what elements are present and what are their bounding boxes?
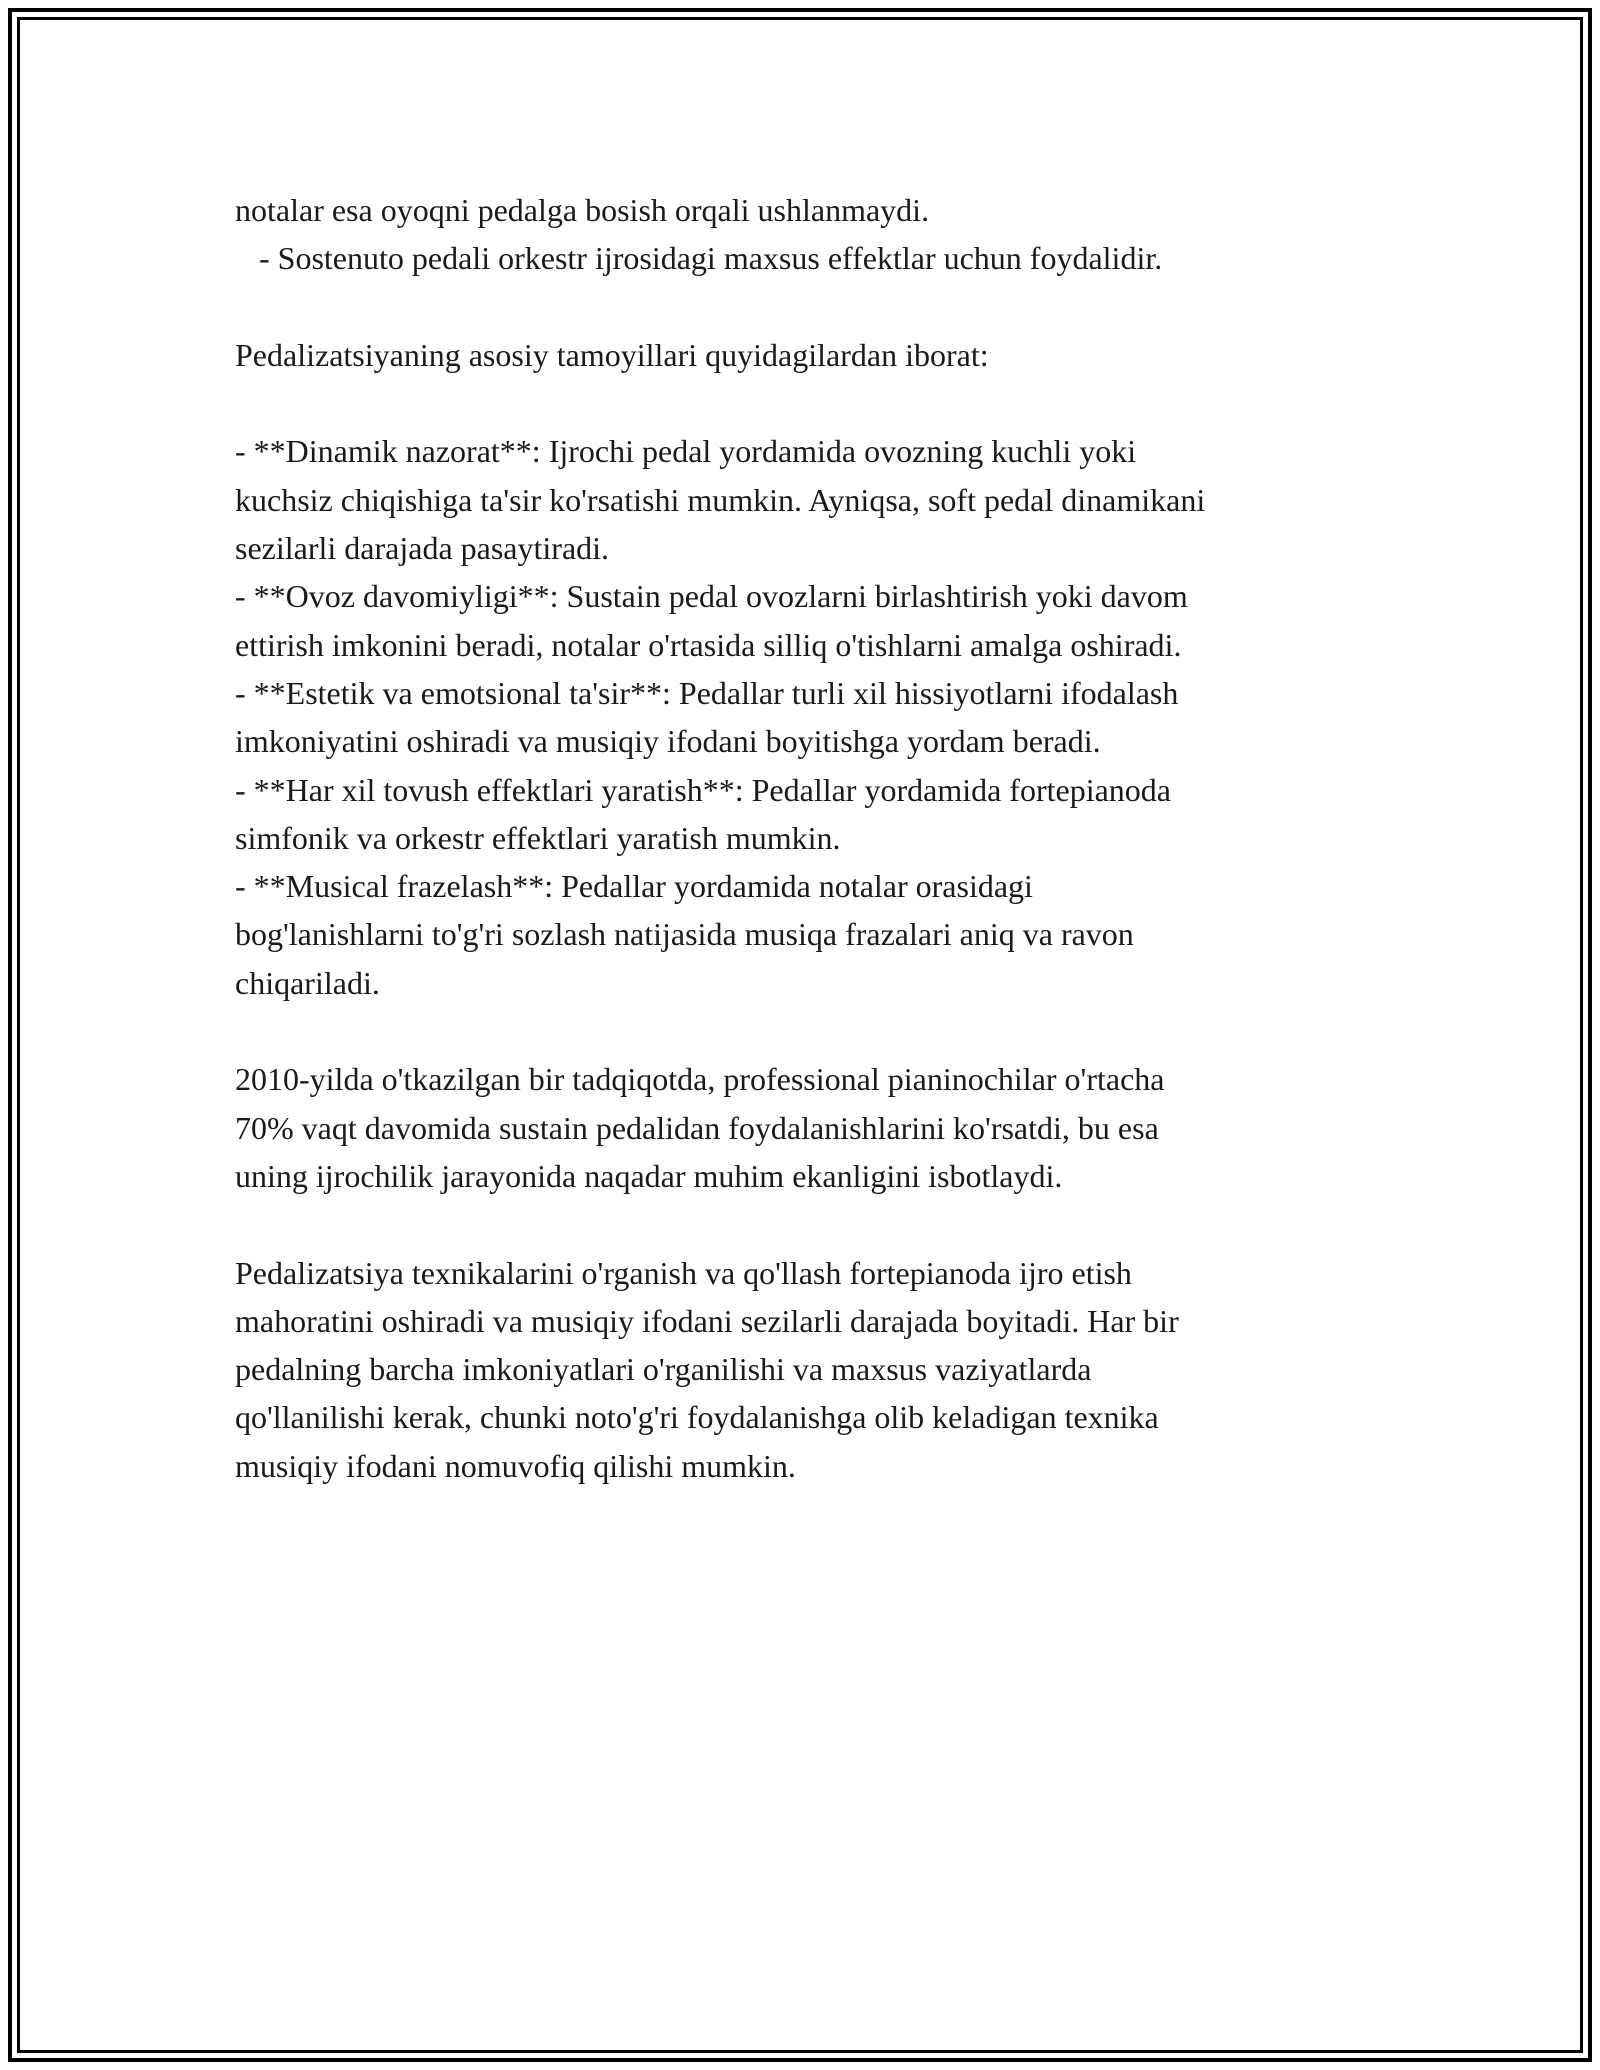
- list-item-line: - **Musical frazelash**: Pedallar yordamida notalar orasidagi: [235, 868, 1033, 905]
- text-line: qo'llanilishi kerak, chunki noto'g'ri foydalanishga olib keladigan texnika: [235, 1399, 1159, 1436]
- list-item-line: - **Dinamik nazorat**: Ijrochi pedal yordamida ovozning kuchli yoki: [235, 433, 1137, 470]
- text-line: uning ijrochilik jarayonida naqadar muhim ekanligini isbotlaydi.: [235, 1157, 1063, 1194]
- list-item-line: kuchsiz chiqishiga ta'sir ko'rsatishi mumkin. Ayniqsa, soft pedal dinamikani: [235, 481, 1206, 518]
- text-line: 70% vaqt davomida sustain pedalidan foydalanishlarini ko'rsatdi, bu esa: [235, 1109, 1159, 1146]
- text-line: notalar esa oyoqni pedalga bosish orqali ushlanmaydi.: [235, 192, 930, 228]
- principles-list: [235, 427, 1365, 1007]
- list-item-line: - **Ovoz davomiyligi**: Sustain pedal ovozlarni birlashtirish yoki davom: [235, 578, 1188, 615]
- list-item-line: bog'lanishlarni to'g'ri sozlash natijasida musiqa frazalari aniq va ravon: [235, 916, 1134, 953]
- list-item-line: imkoniyatini oshiradi va musiqiy ifodani boyitishga yordam beradi.: [235, 723, 1101, 760]
- text-line: 2010-yilda o'tkazilgan bir tadqiqotda, professional pianinochilar o'rtacha: [235, 1061, 1165, 1098]
- paragraph-gap: [235, 1200, 1365, 1248]
- intro-paragraph: [235, 186, 1365, 283]
- principles-heading: Pedalizatsiyaning asosiy tamoyillari quyidagilardan iborat:: [235, 336, 989, 373]
- text-line: Pedalizatsiya texnikalarini o'rganish va qo'llash fortepianoda ijro etish: [235, 1254, 1132, 1291]
- text-line: musiqiy ifodani nomuvofiq qilishi mumkin.: [235, 1447, 796, 1484]
- list-item-line: chiqariladi.: [235, 964, 380, 1001]
- list-item-line: ettirish imkonini beradi, notalar o'rtasida silliq o'tishlarni amalga oshiradi.: [235, 626, 1182, 663]
- list-item-line: sezilarli darajada pasaytiradi.: [235, 530, 610, 567]
- paragraph-gap: [235, 1007, 1365, 1055]
- conclusion-paragraph: [235, 1249, 1365, 1490]
- text-line: pedalning barcha imkoniyatlari o'rganilishi va maxsus vaziyatlarda: [235, 1351, 1092, 1388]
- list-item-line: - **Har xil tovush effektlari yaratish**: Pedallar yordamida fortepianoda: [235, 771, 1171, 808]
- paragraph-gap: [235, 379, 1365, 427]
- paragraph-gap: [235, 283, 1365, 331]
- list-item-line: simfonik va orkestr effektlari yaratish mumkin.: [235, 819, 841, 856]
- text-line: - Sostenuto pedali orkestr ijrosidagi maxsus effektlar uchun foydalidir.: [235, 240, 1163, 277]
- list-item-line: - **Estetik va emotsional ta'sir**: Pedallar turli xil hissiyotlarni ifodalash: [235, 674, 1179, 711]
- document-body: [235, 186, 1365, 1490]
- text-line: mahoratini oshiradi va musiqiy ifodani sezilarli darajada boyitadi. Har bir: [235, 1302, 1179, 1339]
- study-paragraph: [235, 1055, 1365, 1200]
